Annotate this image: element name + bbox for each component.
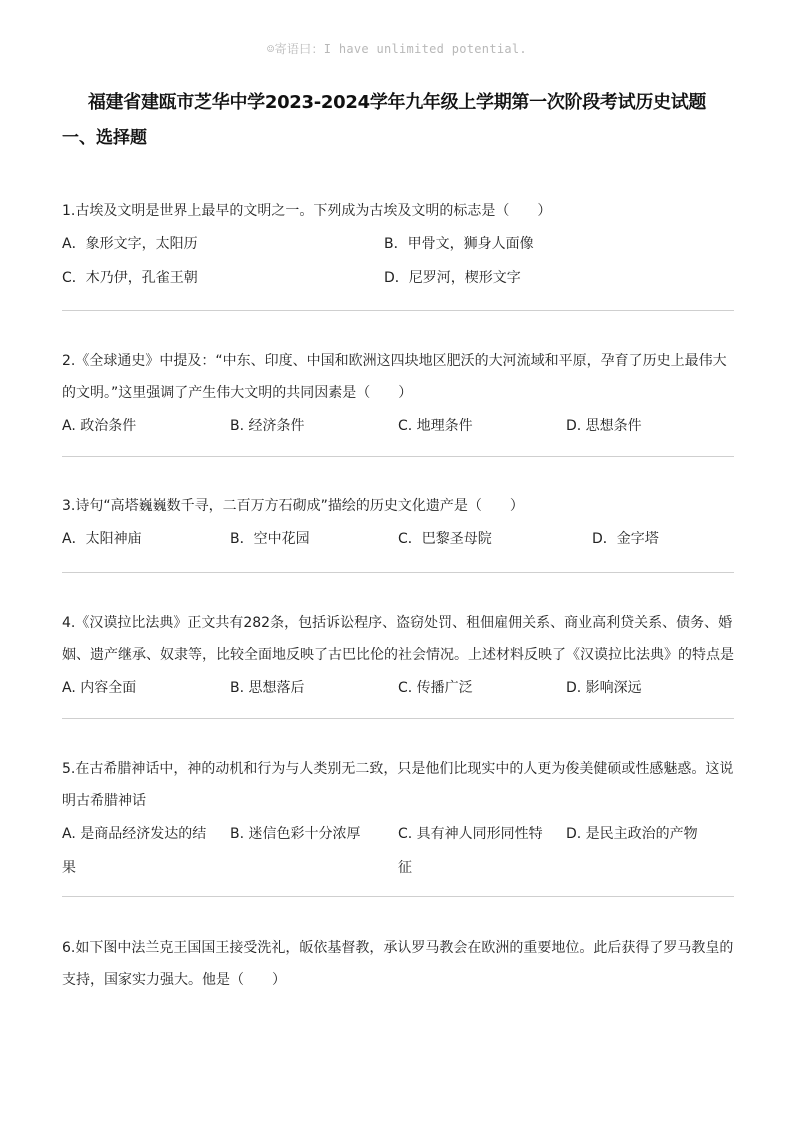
divider — [62, 718, 734, 719]
option-a[interactable]: A. 内容全面 — [62, 680, 137, 696]
option-b[interactable]: B. 迷信色彩十分浓厚 — [230, 826, 361, 842]
option-d[interactable]: D．尼罗河，楔形文字 — [384, 270, 521, 286]
question-6 — [62, 932, 734, 996]
question-5-options — [62, 817, 734, 885]
option-d[interactable]: D．金字塔 — [592, 531, 659, 547]
question-2-stem: 2.《全球通史》中提及：“中东、印度、中国和欧洲这四块地区肥沃的大河流域和平原，孕育了历史上最伟大的文明。”这里强调了产生伟大文明的共同因素是（ ） — [62, 353, 727, 401]
question-1-stem: 1.古埃及文明是世界上最早的文明之一。下列成为古埃及文明的标志是（ ） — [62, 203, 552, 219]
section-heading: 一、选择题 — [62, 128, 147, 148]
divider — [62, 310, 734, 311]
option-a[interactable]: A. 政治条件 — [62, 418, 137, 434]
option-d[interactable]: D. 思想条件 — [566, 418, 642, 434]
question-2 — [62, 345, 734, 443]
question-3-options — [62, 522, 734, 556]
option-d[interactable]: D. 影响深远 — [566, 680, 642, 696]
option-a[interactable]: A. 是商品经济发达的结果 — [62, 826, 207, 876]
option-a[interactable]: A．象形文字，太阳历 — [62, 236, 198, 252]
question-5-stem: 5.在古希腊神话中，神的动机和行为与人类别无二致，只是他们比现实中的人更为俊美健硕或性感魅惑。这说明古希腊神话 — [62, 761, 734, 809]
page-title: 福建省建瓯市芝华中学2023-2024学年九年级上学期第一次阶段考试历史试题 — [87, 92, 707, 113]
option-a[interactable]: A．太阳神庙 — [62, 531, 142, 547]
question-2-options — [62, 409, 734, 443]
option-c[interactable]: C. 具有神人同形同性特征 — [398, 826, 543, 876]
question-3 — [62, 490, 734, 556]
header-motto: ☺寄语曰：I have unlimited potential. — [267, 42, 527, 56]
option-b[interactable]: B．甲骨文，狮身人面像 — [384, 236, 534, 252]
question-6-stem: 6.如下图中法兰克王国国王接受洗礼，皈依基督教，承认罗马教会在欧洲的重要地位。此后获得了罗马教皇的支持，国家实力强大。他是（ ） — [62, 940, 734, 988]
question-1-options-row-1 — [62, 227, 734, 261]
option-c[interactable]: C. 传播广泛 — [398, 680, 473, 696]
divider — [62, 456, 734, 457]
question-4-stem: 4.《汉谟拉比法典》正文共有282条，包括诉讼程序、盗窃处罚、租佃雇佣关系、商业高利贷关系、债务、婚姻、遗产继承、奴隶等，比较全面地反映了古巴比伦的社会情况。上述材料反映了《汉谟拉比法典》的特点是 — [62, 615, 734, 663]
question-5 — [62, 753, 734, 885]
question-1 — [62, 195, 734, 295]
question-3-stem: 3.诗句“高塔巍巍数千寻，二百万方石砌成”描绘的历史文化遗产是（ ） — [62, 498, 524, 514]
option-b[interactable]: B. 思想落后 — [230, 680, 305, 696]
option-c[interactable]: C. 地理条件 — [398, 418, 473, 434]
divider — [62, 572, 734, 573]
option-c[interactable]: C．木乃伊，孔雀王朝 — [62, 270, 198, 286]
question-1-options-row-2 — [62, 261, 734, 295]
divider — [62, 896, 734, 897]
question-4 — [62, 607, 734, 705]
option-d[interactable]: D. 是民主政治的产物 — [566, 826, 698, 842]
question-4-options — [62, 671, 734, 705]
option-c[interactable]: C．巴黎圣母院 — [398, 531, 492, 547]
option-b[interactable]: B. 经济条件 — [230, 418, 305, 434]
option-b[interactable]: B．空中花园 — [230, 531, 310, 547]
